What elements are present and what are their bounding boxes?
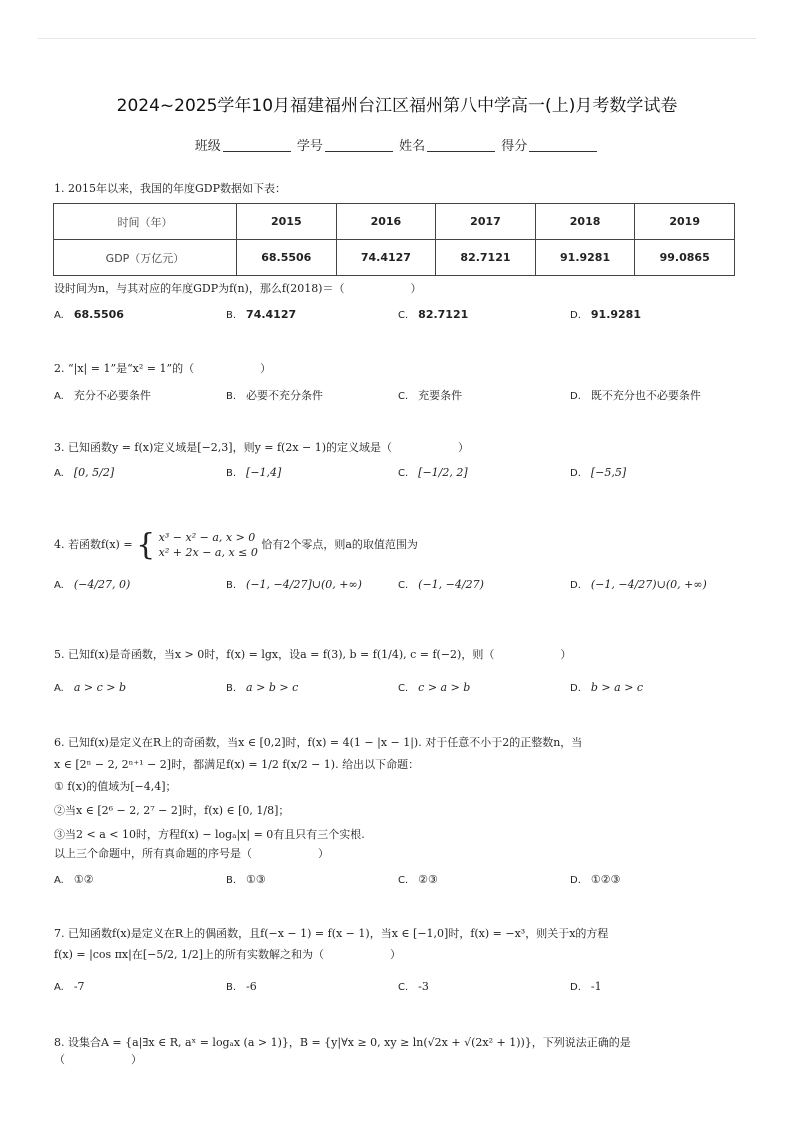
q7-option-a[interactable]: A. -7 <box>54 980 85 993</box>
q3-option-c[interactable]: C. [−1/2, 2] <box>398 466 468 479</box>
number-blank[interactable] <box>325 151 393 152</box>
q8-line-2: （ ） <box>54 1053 142 1066</box>
q4-tail: 恰有2个零点，则a的取值范围为 <box>261 538 418 551</box>
q4-option-a[interactable]: A. (−4/27, 0) <box>54 578 131 591</box>
q8-line-1: 8. 设集合A = {a|∃x ∈ R, aˣ = logₐx (a > 1)}，B = {y|∀x ≥ 0, xy ≥ ln(√2x + √(2x² + 1))}，下列说法正确的是 <box>54 1036 631 1049</box>
q6-line-4: ②当x ∈ [2⁶ − 2, 2⁷ − 2]时，f(x) ∈ [0, 1/8]； <box>54 804 290 817</box>
table-cell: 99.0865 <box>635 240 735 276</box>
q6-line-6: 以上三个命题中，所有真命题的序号是（ ） <box>54 847 329 860</box>
table-row <box>54 204 735 240</box>
table-cell: 74.4127 <box>336 240 436 276</box>
q2-option-c[interactable]: C. 充要条件 <box>398 389 463 402</box>
q3-option-b[interactable]: B. [−1,4] <box>226 466 282 479</box>
table-cell: 2018 <box>535 204 635 240</box>
q1-question: 设时间为n，与其对应的年度GDP为f(n)，那么f(2018)＝（ ） <box>54 282 422 295</box>
q6-option-a[interactable]: A. ①② <box>54 873 94 886</box>
class-label: 班级 <box>194 139 221 154</box>
q5-option-a[interactable]: A. a > c > b <box>54 681 127 694</box>
q1-stem: 1. 2015年以来，我国的年度GDP数据如下表： <box>54 182 286 195</box>
top-rule <box>38 38 756 39</box>
q4-num: 4. 若函数f(x) = <box>54 538 133 551</box>
score-blank[interactable] <box>529 151 597 152</box>
q3-option-d[interactable]: D. [−5,5] <box>570 466 627 479</box>
q2-option-d[interactable]: D. 既不充分也不必要条件 <box>570 389 701 402</box>
table-cell: 91.9281 <box>535 240 635 276</box>
score-label: 得分 <box>501 139 528 154</box>
q6-line-1: 6. 已知f(x)是定义在R上的奇函数，当x ∈ [0,2]时，f(x) = 4(1 − |x − 1|). 对于任意不小于2的正整数n，当 <box>54 736 583 749</box>
q1-option-a[interactable]: A. 68.5506 <box>54 308 124 321</box>
table-cell: 2015 <box>237 204 337 240</box>
q5-option-d[interactable]: D. b > a > c <box>570 681 644 694</box>
q6-line-2: x ∈ [2ⁿ − 2, 2ⁿ⁺¹ − 2]时，都满足f(x) = 1/2 f(x/2 − 1). 给出以下命题： <box>54 758 420 771</box>
q6-line-3: ① f(x)的值域为[−4,4]； <box>54 780 177 793</box>
q4-case-1: x³ − x² − a, x > 0 <box>158 531 256 544</box>
table-header-year: 时间（年） <box>54 204 237 240</box>
q5-option-c[interactable]: C. c > a > b <box>398 681 471 694</box>
table-cell: 2019 <box>635 204 735 240</box>
q2-option-a[interactable]: A. 充分不必要条件 <box>54 389 151 402</box>
number-label: 学号 <box>296 139 323 154</box>
q3-stem: 3. 已知函数y = f(x)定义域是[−2,3]，则y = f(2x − 1)的定义域是（ ） <box>54 441 470 454</box>
q2-option-b[interactable]: B. 必要不充分条件 <box>226 389 324 402</box>
q7-option-c[interactable]: C. -3 <box>398 980 429 993</box>
q7-option-d[interactable]: D. -1 <box>570 980 602 993</box>
q5-option-b[interactable]: B. a > b > c <box>226 681 299 694</box>
q4-option-c[interactable]: C. (−1, −4/27) <box>398 578 484 591</box>
q1-option-b[interactable]: B. 74.4127 <box>226 308 297 321</box>
q6-option-c[interactable]: C. ②③ <box>398 873 438 886</box>
q7-line-2: f(x) = |cos πx|在[−5/2, 1/2]上的所有实数解之和为（ ） <box>54 948 402 961</box>
q1-option-c[interactable]: C. 82.7121 <box>398 308 469 321</box>
q7-option-b[interactable]: B. -6 <box>226 980 257 993</box>
q4-option-b[interactable]: B. (−1, −4/27]∪(0, +∞) <box>226 578 362 591</box>
class-blank[interactable] <box>223 151 291 152</box>
q4-cases <box>159 530 258 560</box>
q6-option-d[interactable]: D. ①②③ <box>570 873 621 886</box>
q4-option-d[interactable]: D. (−1, −4/27)∪(0, +∞) <box>570 578 707 591</box>
table-cell: 68.5506 <box>237 240 337 276</box>
page-title: 2024~2025学年10月福建福州台江区福州第八中学高一(上)月考数学试卷 <box>116 96 678 116</box>
table-cell: 82.7121 <box>436 240 536 276</box>
q5-stem: 5. 已知f(x)是奇函数，当x > 0时，f(x) = lgx，设a = f(3), b = f(1/4), c = f(−2)，则（ ） <box>54 648 572 661</box>
q7-line-1: 7. 已知函数f(x)是定义在R上的偶函数，且f(−x − 1) = f(x − 1)，当x ∈ [−1,0]时，f(x) = −x³，则关于x的方程 <box>54 927 609 940</box>
student-info-line <box>0 135 794 154</box>
q4-case-2: x² + 2x − a, x ≤ 0 <box>158 546 258 559</box>
table-row <box>54 240 735 276</box>
name-label: 姓名 <box>399 139 426 154</box>
q4-stem <box>54 527 418 563</box>
q6-option-b[interactable]: B. ①③ <box>226 873 266 886</box>
table-cell: 2017 <box>436 204 536 240</box>
q6-line-5: ③当2 < a < 10时，方程f(x) − logₐ|x| = 0有且只有三个实根. <box>54 828 365 841</box>
name-blank[interactable] <box>427 151 495 152</box>
gdp-table <box>53 203 735 276</box>
q1-option-d[interactable]: D. 91.9281 <box>570 308 641 321</box>
q2-stem: 2. “|x| = 1”是“x² = 1”的（ ） <box>54 362 272 375</box>
table-cell: 2016 <box>336 204 436 240</box>
left-brace-icon: { <box>136 527 156 563</box>
q3-option-a[interactable]: A. [0, 5/2] <box>54 466 115 479</box>
table-header-gdp: GDP（万亿元） <box>54 240 237 276</box>
